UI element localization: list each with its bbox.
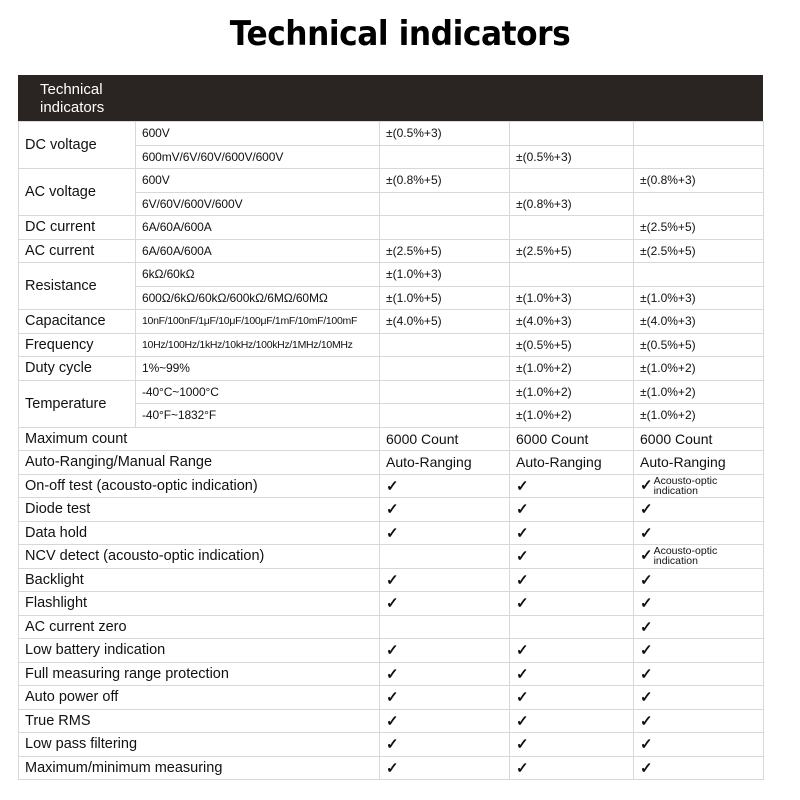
check-cell: [634, 756, 764, 780]
feature-label: Backlight: [19, 568, 380, 592]
check-icon: ✓: [386, 736, 399, 754]
accuracy-cell: ±(1.0%+3): [380, 263, 510, 287]
accuracy-cell: [510, 216, 634, 240]
value-cell: Auto-Ranging: [510, 451, 634, 475]
accuracy-cell: ±(4.0%+5): [380, 310, 510, 334]
accuracy-cell: [380, 404, 510, 428]
check-icon: ✓: [386, 712, 399, 730]
check-icon: ✓: [640, 618, 653, 636]
value-cell: 6000 Count: [510, 427, 634, 451]
table-row: [19, 122, 764, 146]
check-cell: [380, 521, 510, 545]
check-icon: ✓: [640, 759, 653, 777]
check-cell: [380, 615, 510, 639]
accuracy-cell: [634, 263, 764, 287]
range-cell: 6A/60A/600A: [136, 239, 380, 263]
check-cell: [510, 474, 634, 498]
check-icon: ✓: [640, 501, 653, 519]
accuracy-cell: ±(2.5%+5): [634, 239, 764, 263]
check-icon: ✓: [386, 665, 399, 683]
table-header-bar: [18, 75, 763, 121]
check-icon: ✓: [640, 595, 653, 613]
table-row: [19, 333, 764, 357]
check-icon: ✓: [516, 689, 529, 707]
check-cell: [510, 498, 634, 522]
accuracy-cell: [634, 145, 764, 169]
check-cell: [510, 733, 634, 757]
check-cell: [634, 521, 764, 545]
accuracy-cell: ±(2.5%+5): [634, 216, 764, 240]
range-cell: 6A/60A/600A: [136, 216, 380, 240]
value-cell: Auto-Ranging: [380, 451, 510, 475]
check-cell: [634, 498, 764, 522]
row-label-max-count: Maximum count: [19, 427, 380, 451]
accuracy-cell: [634, 192, 764, 216]
check-icon: ✓: [516, 712, 529, 730]
accuracy-cell: [380, 192, 510, 216]
accuracy-cell: ±(1.0%+2): [510, 380, 634, 404]
table-row: [19, 216, 764, 240]
check-icon: ✓: [386, 759, 399, 777]
accuracy-cell: [380, 216, 510, 240]
table-row: [19, 451, 764, 475]
feature-label: Data hold: [19, 521, 380, 545]
feature-label: Full measuring range protection: [19, 662, 380, 686]
accuracy-cell: ±(0.5%+5): [634, 333, 764, 357]
feature-label: On-off test (acousto-optic indication): [19, 474, 380, 498]
table-row: [19, 568, 764, 592]
accuracy-cell: ±(1.0%+3): [510, 286, 634, 310]
table-row: [19, 662, 764, 686]
accuracy-cell: ±(0.8%+3): [510, 192, 634, 216]
range-cell: -40°F~1832°F: [136, 404, 380, 428]
check-icon: ✓: [516, 571, 529, 589]
feature-label: Diode test: [19, 498, 380, 522]
table-row: [19, 357, 764, 381]
check-cell: [510, 615, 634, 639]
check-icon: ✓: [640, 736, 653, 754]
check-icon: ✓: [640, 524, 653, 542]
feature-label: Flashlight: [19, 592, 380, 616]
table-row: [19, 498, 764, 522]
check-cell: [634, 733, 764, 757]
check-cell: [634, 709, 764, 733]
check-icon: ✓: [640, 571, 653, 589]
row-label-ac-current: AC current: [19, 239, 136, 263]
feature-label: Low battery indication: [19, 639, 380, 663]
check-cell: [634, 545, 764, 569]
row-label-temperature: Temperature: [19, 380, 136, 427]
check-icon: ✓: [516, 548, 529, 566]
row-label-dc-current: DC current: [19, 216, 136, 240]
accuracy-cell: ±(0.8%+5): [380, 169, 510, 193]
accuracy-cell: ±(1.0%+2): [510, 357, 634, 381]
check-icon: ✓: [516, 477, 529, 495]
check-icon: ✓: [386, 501, 399, 519]
check-cell: [510, 545, 634, 569]
check-icon: ✓: [640, 712, 653, 730]
check-icon: ✓: [386, 689, 399, 707]
accuracy-cell: [380, 357, 510, 381]
check-cell: [510, 639, 634, 663]
table-row: [19, 239, 764, 263]
accuracy-cell: [380, 333, 510, 357]
spec-table: [18, 121, 764, 780]
check-icon: ✓: [516, 501, 529, 519]
accuracy-cell: [510, 263, 634, 287]
check-icon: ✓: [640, 689, 653, 707]
range-cell: 6V/60V/600V/600V: [136, 192, 380, 216]
range-cell: 600Ω/6kΩ/60kΩ/600kΩ/6MΩ/60MΩ: [136, 286, 380, 310]
accuracy-cell: ±(1.0%+2): [510, 404, 634, 428]
range-cell: 10nF/100nF/1μF/10μF/100μF/1mF/10mF/100mF: [136, 310, 380, 334]
check-icon: ✓: [640, 665, 653, 683]
feature-label: True RMS: [19, 709, 380, 733]
accuracy-cell: ±(0.5%+3): [380, 122, 510, 146]
range-cell: 1%~99%: [136, 357, 380, 381]
accuracy-cell: ±(4.0%+3): [510, 310, 634, 334]
indication-note: Acousto-optic indication: [653, 545, 718, 568]
range-cell: 10Hz/100Hz/1kHz/10kHz/100kHz/1MHz/10MHz: [136, 333, 380, 357]
check-cell: [380, 592, 510, 616]
check-cell: [380, 568, 510, 592]
check-icon: ✓: [516, 736, 529, 754]
check-cell: [380, 662, 510, 686]
range-cell: 600mV/6V/60V/600V/600V: [136, 145, 380, 169]
accuracy-cell: [634, 122, 764, 146]
check-cell: [634, 639, 764, 663]
table-row: [19, 733, 764, 757]
check-icon: ✓: [516, 524, 529, 542]
value-cell: 6000 Count: [380, 427, 510, 451]
check-cell: [510, 756, 634, 780]
table-row: [19, 639, 764, 663]
row-label-capacitance: Capacitance: [19, 310, 136, 334]
check-cell: [510, 521, 634, 545]
table-row: [19, 545, 764, 569]
check-cell: [634, 686, 764, 710]
accuracy-cell: [510, 122, 634, 146]
check-cell: [380, 709, 510, 733]
accuracy-cell: ±(1.0%+2): [634, 404, 764, 428]
check-cell: [380, 686, 510, 710]
table-row: [19, 474, 764, 498]
check-icon: ✓: [516, 595, 529, 613]
feature-label: AC current zero: [19, 615, 380, 639]
page-title: Technical indicators: [229, 14, 571, 54]
check-cell: [634, 615, 764, 639]
accuracy-cell: ±(0.5%+3): [510, 145, 634, 169]
check-cell: [634, 662, 764, 686]
check-cell: [380, 756, 510, 780]
check-icon: ✓: [516, 642, 529, 660]
check-cell: [510, 592, 634, 616]
row-label-dc-voltage: DC voltage: [19, 122, 136, 169]
check-cell: [510, 662, 634, 686]
table-row: [19, 592, 764, 616]
feature-label: Low pass filtering: [19, 733, 380, 757]
header-label: Technical indicators: [40, 81, 105, 116]
check-cell: [510, 568, 634, 592]
accuracy-cell: [380, 380, 510, 404]
table-row: [19, 709, 764, 733]
indication-note: Acousto-optic indication: [653, 474, 718, 497]
check-icon: ✓: [516, 665, 529, 683]
check-cell: [510, 709, 634, 733]
table-row: [19, 169, 764, 193]
check-cell: [380, 733, 510, 757]
feature-label: Auto power off: [19, 686, 380, 710]
table-row: [19, 427, 764, 451]
check-cell: [380, 498, 510, 522]
check-cell: [634, 592, 764, 616]
row-label-ac-voltage: AC voltage: [19, 169, 136, 216]
table-row: [19, 380, 764, 404]
check-icon: ✓: [640, 476, 653, 494]
accuracy-cell: [510, 169, 634, 193]
check-cell: [634, 568, 764, 592]
check-icon: ✓: [386, 595, 399, 613]
table-row: [19, 310, 764, 334]
range-cell: 600V: [136, 122, 380, 146]
accuracy-cell: ±(4.0%+3): [634, 310, 764, 334]
check-cell: [380, 545, 510, 569]
table-row: [19, 263, 764, 287]
accuracy-cell: ±(0.8%+3): [634, 169, 764, 193]
feature-label: Maximum/minimum measuring: [19, 756, 380, 780]
check-cell: [634, 474, 764, 498]
check-icon: ✓: [640, 642, 653, 660]
check-cell: [510, 686, 634, 710]
row-label-resistance: Resistance: [19, 263, 136, 310]
check-cell: [380, 474, 510, 498]
row-label-frequency: Frequency: [19, 333, 136, 357]
range-cell: 600V: [136, 169, 380, 193]
table-row: [19, 521, 764, 545]
row-label-ranging: Auto-Ranging/Manual Range: [19, 451, 380, 475]
value-cell: 6000 Count: [634, 427, 764, 451]
accuracy-cell: ±(2.5%+5): [380, 239, 510, 263]
value-cell: Auto-Ranging: [634, 451, 764, 475]
table-row: [19, 615, 764, 639]
accuracy-cell: ±(1.0%+2): [634, 380, 764, 404]
check-icon: ✓: [386, 477, 399, 495]
check-icon: ✓: [516, 759, 529, 777]
row-label-duty-cycle: Duty cycle: [19, 357, 136, 381]
accuracy-cell: [380, 145, 510, 169]
check-icon: ✓: [386, 571, 399, 589]
range-cell: 6kΩ/60kΩ: [136, 263, 380, 287]
check-cell: [380, 639, 510, 663]
feature-label: NCV detect (acousto-optic indication): [19, 545, 380, 569]
accuracy-cell: ±(1.0%+3): [634, 286, 764, 310]
check-icon: ✓: [640, 547, 653, 565]
accuracy-cell: ±(1.0%+2): [634, 357, 764, 381]
table-row: [19, 756, 764, 780]
range-cell: -40°C~1000°C: [136, 380, 380, 404]
table-row: [19, 686, 764, 710]
check-icon: ✓: [386, 642, 399, 660]
accuracy-cell: ±(1.0%+5): [380, 286, 510, 310]
accuracy-cell: ±(0.5%+5): [510, 333, 634, 357]
check-icon: ✓: [386, 524, 399, 542]
accuracy-cell: ±(2.5%+5): [510, 239, 634, 263]
